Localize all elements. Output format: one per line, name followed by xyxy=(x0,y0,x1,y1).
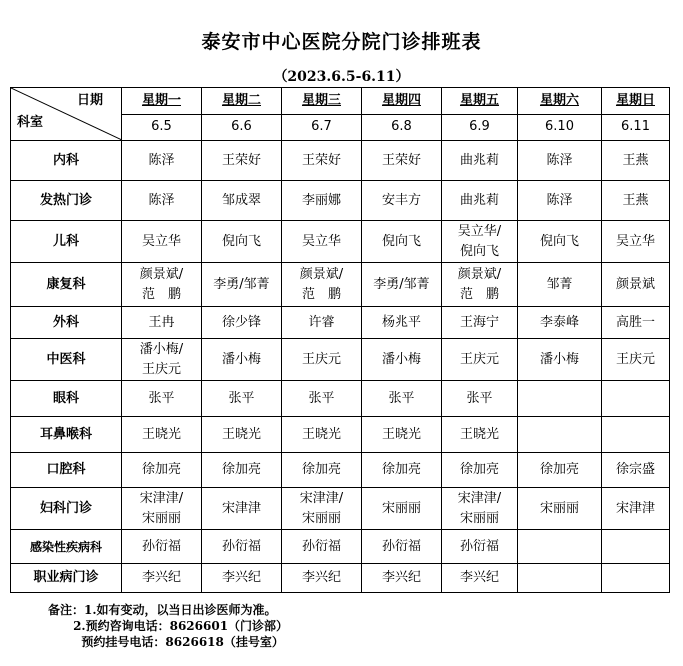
page-title: 泰安市中心医院分院门诊排班表 xyxy=(201,31,482,53)
doctor-cell xyxy=(362,381,442,417)
doctor-cell xyxy=(122,417,202,453)
doctor-cell xyxy=(602,530,670,564)
date-header: 6.11 xyxy=(602,114,670,141)
note-line: 2.预约咨询电话：8626601（门诊部） xyxy=(48,619,289,633)
doctor-name: 李丽娜 xyxy=(301,192,341,208)
day-header: 星期六 xyxy=(518,88,602,115)
doctor-cell xyxy=(602,453,670,488)
day-header: 星期一 xyxy=(122,88,202,115)
doctor-cell xyxy=(122,181,202,221)
corner-header xyxy=(11,88,122,141)
doctor-cell xyxy=(518,564,602,593)
doctor-cell xyxy=(362,453,442,488)
doctor-cell xyxy=(518,221,602,263)
notes xyxy=(48,602,288,650)
doctor-name: 孙衍福 xyxy=(459,538,499,554)
department-cell: 眼科 xyxy=(11,381,122,417)
doctor-cell xyxy=(602,417,670,453)
doctor-name: 徐加亮 xyxy=(301,462,341,477)
doctor-name: 李泰峰 xyxy=(539,314,579,330)
doctor-name: 宋津津 xyxy=(221,500,261,516)
doctor-name: 陈泽 xyxy=(148,152,175,168)
doctor-name: 吴立华 xyxy=(615,233,655,249)
doctor-cell xyxy=(282,417,362,453)
doctor-cell xyxy=(362,181,442,221)
doctor-name: 邹成翠 xyxy=(221,192,261,208)
doctor-name: 孙衍福 xyxy=(301,538,341,554)
doctor-name: 杨兆平 xyxy=(381,314,421,330)
doctor-name: 王燕 xyxy=(622,192,649,208)
doctor-cell xyxy=(202,263,282,307)
doctor-name: 孙衍福 xyxy=(381,538,421,554)
doctor-cell xyxy=(362,221,442,263)
doctor-cell xyxy=(122,488,202,530)
doctor-cell xyxy=(122,453,202,488)
doctor-name: 张平 xyxy=(148,390,175,406)
doctor-cell xyxy=(202,530,282,564)
doctor-name: 王庆元 xyxy=(459,351,499,367)
department-cell: 内科 xyxy=(11,141,122,181)
doctor-cell xyxy=(442,530,518,564)
doctor-cell xyxy=(602,307,670,339)
doctor-cell xyxy=(202,564,282,593)
department-cell: 口腔科 xyxy=(11,453,122,488)
doctor-cell xyxy=(282,339,362,381)
doctor-cell xyxy=(602,339,670,381)
doctor-name: 潘小梅 xyxy=(381,351,421,367)
doctor-cell xyxy=(442,181,518,221)
doctor-cell xyxy=(602,141,670,181)
doctor-cell xyxy=(282,263,362,307)
doctor-name: 范 鹏 xyxy=(301,286,341,302)
date-header: 6.5 xyxy=(122,114,202,141)
doctor-cell xyxy=(442,381,518,417)
doctor-name: 孙衍福 xyxy=(221,538,261,554)
table-row xyxy=(11,381,670,417)
doctor-cell xyxy=(202,141,282,181)
doctor-name: 徐加亮 xyxy=(381,462,421,477)
date-header: 6.8 xyxy=(362,114,442,141)
doctor-name: 王庆元 xyxy=(141,361,181,377)
doctor-cell xyxy=(518,488,602,530)
doctor-name: 吴立华/ xyxy=(457,223,502,239)
doctor-cell xyxy=(518,381,602,417)
doctor-name: 徐少锋 xyxy=(221,314,261,330)
department-cell: 中医科 xyxy=(11,339,122,381)
table-row xyxy=(11,263,670,307)
date-header: 6.7 xyxy=(282,114,362,141)
doctor-cell xyxy=(602,221,670,263)
corner-date-label: 日期 xyxy=(76,93,103,108)
doctor-cell xyxy=(202,453,282,488)
doctor-name: 王晓光 xyxy=(221,426,261,442)
doctor-name: 张平 xyxy=(466,390,493,406)
doctor-cell xyxy=(202,307,282,339)
department-cell: 耳鼻喉科 xyxy=(11,417,122,453)
doctor-name: 徐加亮 xyxy=(539,462,579,477)
doctor-cell xyxy=(202,417,282,453)
doctor-name: 吴立华 xyxy=(301,233,341,249)
doctor-cell xyxy=(442,263,518,307)
doctor-name: 颜景斌 xyxy=(615,276,655,292)
doctor-cell xyxy=(518,453,602,488)
doctor-name: 安丰方 xyxy=(381,192,421,208)
doctor-name: 宋丽丽 xyxy=(381,500,421,516)
day-header: 星期三 xyxy=(282,88,362,115)
doctor-cell xyxy=(518,181,602,221)
department-cell: 儿科 xyxy=(11,221,122,263)
doctor-name: 王荣好 xyxy=(381,152,421,168)
doctor-cell xyxy=(518,530,602,564)
doctor-name: 宋丽丽 xyxy=(459,510,499,526)
doctor-cell xyxy=(122,307,202,339)
doctor-name: 王荣好 xyxy=(301,152,341,168)
doctor-name: 倪向飞 xyxy=(539,233,579,249)
doctor-name: 李兴纪 xyxy=(301,570,341,585)
doctor-cell xyxy=(518,339,602,381)
doctor-cell xyxy=(442,339,518,381)
table-row xyxy=(11,417,670,453)
doctor-name: 范 鹏 xyxy=(459,286,499,302)
date-header: 6.10 xyxy=(518,114,602,141)
doctor-cell xyxy=(202,181,282,221)
doctor-name: 徐加亮 xyxy=(459,462,499,477)
doctor-name: 张平 xyxy=(388,390,415,406)
doctor-name: 潘小梅/ xyxy=(139,341,184,357)
doctor-name: 吴立华 xyxy=(141,233,181,249)
doctor-name: 倪向飞 xyxy=(221,233,261,249)
doctor-cell xyxy=(202,339,282,381)
doctor-name: 陈泽 xyxy=(546,192,573,208)
doctor-cell xyxy=(122,564,202,593)
doctor-name: 颜景斌/ xyxy=(139,266,184,282)
doctor-name: 宋丽丽 xyxy=(539,500,579,516)
doctor-cell xyxy=(362,263,442,307)
table-row xyxy=(11,564,670,593)
doctor-name: 潘小梅 xyxy=(221,351,261,367)
schedule-table xyxy=(10,87,670,593)
doctor-cell xyxy=(442,453,518,488)
table-row xyxy=(11,339,670,381)
doctor-cell xyxy=(282,221,362,263)
doctor-cell xyxy=(362,488,442,530)
doctor-cell xyxy=(122,263,202,307)
table-row xyxy=(11,530,670,564)
doctor-name: 李勇/邹菁 xyxy=(373,276,430,292)
table-row xyxy=(11,307,670,339)
doctor-cell xyxy=(362,339,442,381)
doctor-cell xyxy=(602,488,670,530)
doctor-cell xyxy=(122,381,202,417)
doctor-name: 王燕 xyxy=(622,152,649,168)
doctor-name: 宋丽丽 xyxy=(141,510,181,526)
doctor-name: 张平 xyxy=(228,390,255,406)
doctor-name: 李兴纪 xyxy=(381,570,421,585)
doctor-cell xyxy=(282,381,362,417)
doctor-name: 王庆元 xyxy=(615,351,655,367)
doctor-cell xyxy=(362,530,442,564)
department-cell: 外科 xyxy=(11,307,122,339)
doctor-name: 倪向飞 xyxy=(381,233,421,249)
day-header: 星期日 xyxy=(602,88,670,115)
doctor-cell xyxy=(362,417,442,453)
doctor-name: 宋津津/ xyxy=(139,490,184,506)
doctor-cell xyxy=(362,564,442,593)
doctor-cell xyxy=(282,530,362,564)
doctor-cell xyxy=(282,181,362,221)
doctor-cell xyxy=(442,221,518,263)
doctor-name: 宋津津 xyxy=(615,500,655,516)
table-row xyxy=(11,181,670,221)
doctor-name: 王庆元 xyxy=(301,351,341,367)
doctor-name: 王荣好 xyxy=(221,152,261,168)
note-line: 预约挂号电话：8626618（挂号室） xyxy=(48,635,284,649)
doctor-cell xyxy=(362,307,442,339)
doctor-name: 范 鹏 xyxy=(141,286,181,302)
doctor-name: 宋丽丽 xyxy=(301,510,341,526)
doctor-name: 许睿 xyxy=(308,314,335,330)
doctor-name: 王晓光 xyxy=(301,426,341,442)
doctor-name: 曲兆莉 xyxy=(459,192,499,208)
doctor-cell xyxy=(122,339,202,381)
doctor-cell xyxy=(282,307,362,339)
doctor-cell xyxy=(602,263,670,307)
doctor-cell xyxy=(442,141,518,181)
department-cell: 康复科 xyxy=(11,263,122,307)
date-range: （2023.6.5-6.11） xyxy=(273,69,410,85)
doctor-name: 颜景斌/ xyxy=(457,266,502,282)
doctor-name: 徐加亮 xyxy=(141,462,181,477)
doctor-cell xyxy=(202,488,282,530)
doctor-cell xyxy=(602,564,670,593)
doctor-name: 王冉 xyxy=(148,314,175,330)
doctor-name: 李兴纪 xyxy=(141,570,181,585)
table-row xyxy=(11,141,670,181)
table-row xyxy=(11,221,670,263)
doctor-name: 邹菁 xyxy=(546,276,573,292)
department-cell: 发热门诊 xyxy=(11,181,122,221)
doctor-name: 王晓光 xyxy=(141,426,181,442)
doctor-cell xyxy=(602,381,670,417)
doctor-name: 孙衍福 xyxy=(141,538,181,554)
day-header: 星期五 xyxy=(442,88,518,115)
doctor-cell xyxy=(282,488,362,530)
doctor-name: 高胜一 xyxy=(615,314,655,330)
doctor-name: 颜景斌/ xyxy=(299,266,344,282)
doctor-cell xyxy=(362,141,442,181)
date-header: 6.6 xyxy=(202,114,282,141)
doctor-name: 潘小梅 xyxy=(539,351,579,367)
department-cell: 职业病门诊 xyxy=(11,564,122,593)
doctor-cell xyxy=(202,221,282,263)
doctor-name: 张平 xyxy=(308,390,335,406)
doctor-name: 李兴纪 xyxy=(459,570,499,585)
doctor-name: 徐宗盛 xyxy=(615,462,655,477)
doctor-cell xyxy=(442,417,518,453)
table-row xyxy=(11,488,670,530)
day-header: 星期四 xyxy=(362,88,442,115)
department-cell: 感染性疾病科 xyxy=(11,530,122,564)
doctor-name: 宋津津/ xyxy=(457,490,502,506)
doctor-name: 王晓光 xyxy=(381,426,421,442)
doctor-cell xyxy=(518,417,602,453)
doctor-name: 陈泽 xyxy=(546,152,573,168)
date-header: 6.9 xyxy=(442,114,518,141)
doctor-cell xyxy=(282,564,362,593)
department-cell: 妇科门诊 xyxy=(11,488,122,530)
doctor-cell xyxy=(518,307,602,339)
doctor-name: 王海宁 xyxy=(459,314,499,330)
doctor-cell xyxy=(518,263,602,307)
doctor-cell xyxy=(442,564,518,593)
doctor-name: 李兴纪 xyxy=(221,570,261,585)
day-header: 星期二 xyxy=(202,88,282,115)
doctor-cell xyxy=(122,141,202,181)
doctor-cell xyxy=(442,488,518,530)
doctor-cell xyxy=(122,530,202,564)
doctor-cell xyxy=(122,221,202,263)
doctor-cell xyxy=(518,141,602,181)
doctor-name: 宋津津/ xyxy=(299,490,344,506)
doctor-cell xyxy=(602,181,670,221)
doctor-cell xyxy=(282,453,362,488)
doctor-cell xyxy=(442,307,518,339)
corner-dept-label: 科室 xyxy=(17,115,44,130)
doctor-name: 倪向飞 xyxy=(459,243,499,259)
doctor-cell xyxy=(282,141,362,181)
doctor-name: 徐加亮 xyxy=(221,462,261,477)
note-line: 备注：1.如有变动，以当日出诊医师为准。 xyxy=(48,603,277,617)
doctor-name: 李勇/邹菁 xyxy=(213,276,270,292)
doctor-cell xyxy=(202,381,282,417)
table-row xyxy=(11,453,670,488)
doctor-name: 陈泽 xyxy=(148,192,175,208)
doctor-name: 王晓光 xyxy=(459,426,499,442)
doctor-name: 曲兆莉 xyxy=(459,152,499,168)
